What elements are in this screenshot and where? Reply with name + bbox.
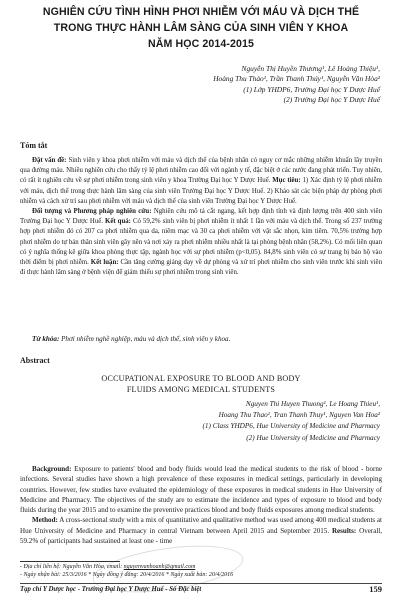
author-names: Nguyễn Thị Huyền Thương¹, Lê Hoàng Thiệu¹, bbox=[241, 64, 380, 73]
summary-heading: Tóm tắt bbox=[20, 141, 48, 150]
author-affiliation: (1) Class YHDP6, Hue University of Medicine and Pharmacy bbox=[202, 422, 380, 431]
abstract-en-text: Overall, 59.2% of participants had sustained at least one - time bbox=[20, 526, 382, 546]
authors-vn bbox=[120, 64, 380, 106]
abstract-en-label-method: Method: bbox=[32, 516, 58, 525]
author-names: Hoàng Thu Thảo¹, Trần Thanh Thúy¹, Nguyễn Văn Hòa² bbox=[213, 74, 380, 84]
abstract-en bbox=[20, 464, 382, 546]
abstract-vn-text: Cần tăng cường giảng dạy về dự phòng và xử trí phơi nhiễm cho sinh viên trước khi sinh viên đi thực hành lâm sàng ở bệnh viện để giảm thiểu sự phơi nhiễm trong sinh viên. bbox=[20, 259, 382, 277]
abstract-vn-label-conclusion: Kết luận: bbox=[90, 259, 119, 267]
abstract-en-text: Exposure to patients' blood and body fluids would lead the medical students to the risk of blood - borne infections. Several studies have shown a high prevalence of these exposures in medical settings, particularly in developing countries. However, few studies have evaluated the epidemiology of these exposures in medical students in Hue University of Medicine and Pharmacy. The objectives of the study are to estimate the incidence and types of exposure to blood and body fluids during the year 2015 and to examine the preventive practices blood and body fluids exposures among medical students. bbox=[20, 465, 382, 515]
footer-divider bbox=[20, 583, 382, 584]
article-title-en bbox=[20, 373, 382, 396]
abstract-vn-label-methods: Đối tượng và Phương pháp nghiên cứu: bbox=[32, 208, 152, 216]
contact-email-link[interactable]: nguyenvanhoanh@gmail.com bbox=[123, 564, 196, 570]
keywords-text: Phơi nhiễm nghề nghiệp, máu và dịch thể, sinh viên y khoa. bbox=[59, 335, 231, 343]
page-number: 159 bbox=[369, 584, 382, 594]
abstract-heading: Abstract bbox=[20, 356, 50, 365]
author-affiliation: (1) Lớp YHDP6, Trường Đại học Y Dược Huế bbox=[243, 84, 380, 94]
abstract-vn bbox=[20, 156, 382, 278]
author-names: Hoang Thu Thao¹, Tran Thanh Thuy¹, Nguyen Van Hoa² bbox=[218, 411, 380, 420]
abstract-vn-paragraph bbox=[20, 156, 382, 207]
author-affiliation: (2) Hue University of Medicine and Pharmacy bbox=[246, 433, 380, 442]
keywords-vn bbox=[32, 335, 230, 343]
abstract-vn-text: 1) Xác định tỷ lệ phơi nhiễm với máu, dịch thể trong thực hành lâm sàng của sinh viên Trường Đại học Y Dược Huế. 2) Khảo sát các biện pháp dự phòng phơi nhiễm và cách xử trí sau phơi nhiễm với máu và dịch thể của sinh viên Trường Đại học Y Dược Huế. bbox=[20, 177, 382, 205]
contact-line bbox=[20, 563, 233, 571]
article-title-vn bbox=[20, 4, 382, 52]
contact-footnote bbox=[20, 563, 233, 579]
abstract-vn-label-background: Đặt vấn đề: bbox=[32, 157, 67, 164]
abstract-en-paragraph bbox=[20, 464, 382, 515]
title-line: NGHIÊN CỨU TÌNH HÌNH PHƠI NHIỄM VỚI MÁU VÀ DỊCH THỂ bbox=[42, 6, 360, 18]
authors-en bbox=[140, 399, 380, 444]
abstract-vn-text: Có 59,2% sinh viên bị phơi nhiễm ít nhất 1 lần với máu và dịch thể. Trong số 237 trường hợp phơi nhiễm đó có 207 ca phơi nhiễm qua da, niêm mạc và 30 ca phơi nhiễm với vật sắc nhọn, kim tiêm. 70,5% trường hợp phơi nhiễm do tự bản thân sinh viên gây nên và nơi xảy ra phơi nhiễm nhiều nhất là tại phòng bệnh nhân (58,2%). Có mối liên quan có ý nghĩa thống kê giữa khoa phòng thực tập, ngành học với sự phơi nhiễm (p<0,05). 84,8% sinh viên có sự trang bị bảo hộ vào thời điểm bị phơi nhiễm. bbox=[20, 218, 382, 267]
author-affiliation: (2) Trường Đại học Y Dược Huế bbox=[283, 95, 380, 105]
dates-line: - Ngày nhận bài: 25/3/2016 * Ngày đồng ý đăng: 20/4/2016 * Ngày xuất bản: 20/4/2016 bbox=[20, 572, 234, 578]
title-line: FLUIDS AMONG MEDICAL STUDENTS bbox=[126, 385, 276, 395]
keywords-label: Từ khóa: bbox=[32, 335, 60, 343]
abstract-vn-paragraph bbox=[20, 207, 382, 278]
contact-prefix: - Địa chỉ liên hệ: Nguyễn Văn Hòa, email: bbox=[20, 564, 124, 570]
title-line: OCCUPATIONAL EXPOSURE TO BLOOD AND BODY bbox=[101, 374, 301, 383]
author-names: Nguyen Thi Huyen Thuong¹, Le Hoang Thieu¹, bbox=[245, 400, 380, 408]
title-line: NĂM HỌC 2014-2015 bbox=[148, 38, 254, 50]
abstract-vn-text: Sinh viên y khoa phơi nhiễm với máu và dịch thể của bệnh nhân có nguy cơ mắc những nhiễm khuẩn lây truyền qua đường máu. Nhiều nghiên cứu cho thấy tỷ lệ phơi nhiễm cao đối với ngành y tế, đặc biệt ở các nước đang phát triển. Tuy nhiên, có rất ít nghiên cứu về sự phơi nhiễm trong sinh viên y khoa Trường Đại học Y Dược Huế. bbox=[20, 157, 382, 185]
footnote-divider bbox=[20, 561, 120, 562]
title-line: TRONG THỰC HÀNH LÂM SÀNG CỦA SINH VIÊN Y KHOA bbox=[53, 22, 349, 34]
journal-name: Tạp chí Y Dược học - Trường Đại học Y Dược Huế - Số Đặc biệt bbox=[20, 586, 202, 593]
abstract-en-paragraph bbox=[20, 515, 382, 546]
abstract-en-text: A cross-sectional study with a mix of quantitative and qualitative method was used among 400 medical students at Hue University of Medicine and Pharmacy in central Vietnam between April 2015 and September 2015. bbox=[20, 516, 382, 535]
abstract-en-label-background: Background: bbox=[32, 465, 72, 473]
abstract-vn-label-results: Kết quả: bbox=[105, 218, 131, 226]
abstract-vn-label-objectives: Mục tiêu: bbox=[272, 177, 301, 185]
abstract-en-label-results: Results: bbox=[331, 526, 357, 535]
abstract-vn-text: Nghiên cứu mô tả cắt ngang, kết hợp định tính và định lượng trên 400 sinh viên Trường Đại học Y Dược Huế. bbox=[20, 208, 382, 226]
